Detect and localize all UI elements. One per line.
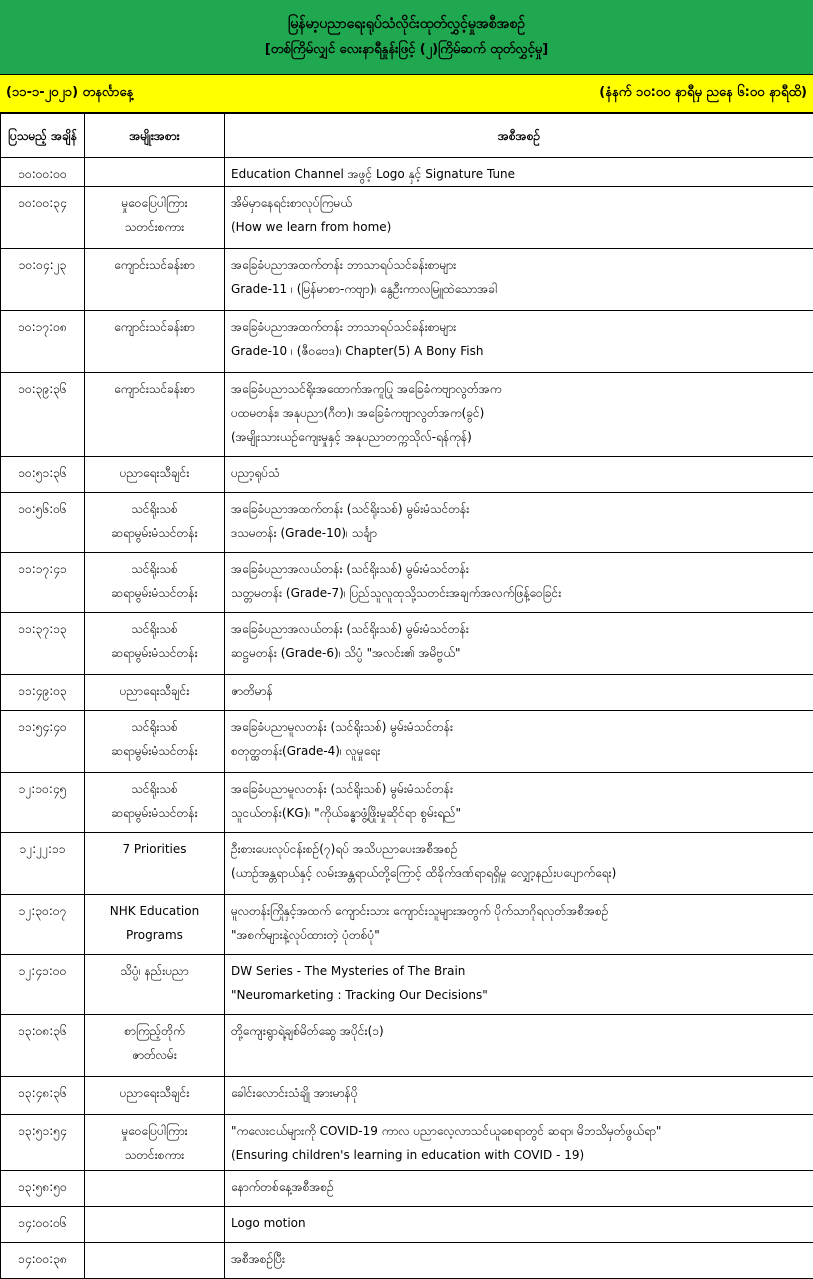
program-line: (How we learn from home) <box>231 215 807 239</box>
table-row <box>1 1171 813 1207</box>
program-line: Grade-10 ၊ (ဇီဝဗေဒ)၊ Chapter(5) A Bony Fish <box>231 339 807 363</box>
time-cell: ၁၃:၅၁:၅၄ <box>1 1115 85 1171</box>
table-row <box>1 1077 813 1115</box>
category-line: သင်ရိုးသစ် <box>87 777 222 801</box>
time-cell: ၁၁:၅၄:၄၀ <box>1 711 85 773</box>
category-line: ပညာရေးသီချင်း <box>87 1081 222 1105</box>
program-cell <box>225 1171 813 1207</box>
category-line: သင်ရိုးသစ် <box>87 617 222 641</box>
category-line: ပညာရေးသီချင်း <box>87 679 222 703</box>
category-line: 7 Priorities <box>87 837 222 861</box>
program-line: "ကလေးငယ်များကို COVID-19 ကာလ ပညာလေ့လာသင်ယူစေရာတွင် ဆရာ၊ မိဘသိမှတ်ဖွယ်ရာ" <box>231 1119 807 1143</box>
table-row <box>1 895 813 955</box>
category-cell <box>85 187 225 249</box>
table-row <box>1 553 813 613</box>
program-line: အခြေခံပညာသင်ရိုးအထောက်အကူပြု အခြေခံကဗျာလွတ်အက <box>231 377 807 401</box>
program-cell <box>225 158 813 187</box>
schedule-table <box>0 113 813 1279</box>
program-cell <box>225 1207 813 1243</box>
program-cell <box>225 613 813 675</box>
program-line: အခြေခံပညာမူလတန်း (သင်ရိုးသစ်) မွမ်းမံသင်တန်း <box>231 715 807 739</box>
table-row <box>1 311 813 373</box>
title-banner <box>0 0 813 75</box>
time-cell: ၁၂:၃၀:၀၇ <box>1 895 85 955</box>
column-header-time: ပြသမည့် အချိန် <box>1 114 85 158</box>
program-line: တို့ကျေးရွာရဲ့ချစ်မိတ်ဆွေ အပိုင်း(၁) <box>231 1019 807 1043</box>
category-line: Programs <box>87 923 222 947</box>
program-cell <box>225 955 813 1015</box>
program-line: ခေါင်းလောင်းသံချို အားမာန်ပို <box>231 1081 807 1105</box>
table-row <box>1 711 813 773</box>
program-cell <box>225 493 813 553</box>
program-cell <box>225 187 813 249</box>
broadcast-hours: (နံနက် ၁၀:၀၀ နာရီမှ ညနေ ၆:၀၀ နာရီထိ) <box>599 84 807 103</box>
table-row <box>1 1207 813 1243</box>
time-cell: ၁၁:၁၇:၄၁ <box>1 553 85 613</box>
program-cell <box>225 1077 813 1115</box>
category-line: ဆရာမွမ်းမံသင်တန်း <box>87 801 222 825</box>
program-cell <box>225 675 813 711</box>
time-cell: ၁၄:၀၀:၀၆ <box>1 1207 85 1243</box>
program-cell <box>225 553 813 613</box>
category-line: သင်ရိုးသစ် <box>87 715 222 739</box>
category-line: ကျောင်းသင်ခန်းစာ <box>87 377 222 401</box>
time-cell: ၁၂:၂၂:၁၁ <box>1 833 85 895</box>
table-row <box>1 187 813 249</box>
time-cell: ၁၁:၄၉:၀၃ <box>1 675 85 711</box>
category-cell <box>85 711 225 773</box>
category-cell <box>85 675 225 711</box>
table-row <box>1 1115 813 1171</box>
table-row <box>1 493 813 553</box>
table-row <box>1 158 813 187</box>
category-line: စာကြည့်တိုက် <box>87 1019 222 1043</box>
category-line: မှုဝေပြေပါကြား <box>87 191 222 215</box>
category-cell <box>85 553 225 613</box>
category-cell <box>85 249 225 311</box>
program-cell <box>225 373 813 457</box>
program-line: အခြေခံပညာအထက်တန်း ဘာသာရပ်သင်ခန်းစာများ <box>231 253 807 277</box>
category-cell <box>85 373 225 457</box>
time-cell: ၁၃:၀၈:၃၆ <box>1 1015 85 1077</box>
time-cell: ၁၀:၅၁:၃၆ <box>1 457 85 493</box>
program-cell <box>225 711 813 773</box>
time-cell: ၁၁:၃၇:၁၃ <box>1 613 85 675</box>
category-cell <box>85 955 225 1015</box>
program-line: နောက်တစ်နေ့အစီအစဉ် <box>231 1175 807 1199</box>
time-cell: ၁၃:၅၈:၅၀ <box>1 1171 85 1207</box>
table-row <box>1 373 813 457</box>
table-row <box>1 1015 813 1077</box>
program-line: ဇာတိမာန် <box>231 679 807 703</box>
program-line: ပထမတန်း၊ အနုပညာ(ဂီတ)၊ အခြေခံကဗျာလွတ်အက(ခွင်) <box>231 401 807 425</box>
program-cell <box>225 249 813 311</box>
program-line: သတ္တမတန်း (Grade-7)၊ ပြည်သူလူထုသို့သတင်းအချက်အလက်ဖြန့်ဝေခြင်း <box>231 581 807 605</box>
time-cell: ၁၀:၀၀:၃၄ <box>1 187 85 249</box>
category-cell <box>85 311 225 373</box>
program-line: Grade-11 ၊ (မြန်မာစာ-ကဗျာ)၊ နွေဦးကာလမြူထဲသောအခါ <box>231 277 807 301</box>
time-cell: ၁၂:၄၁:၀၀ <box>1 955 85 1015</box>
program-cell <box>225 1115 813 1171</box>
table-row <box>1 457 813 493</box>
program-cell <box>225 773 813 833</box>
category-cell <box>85 1243 225 1279</box>
time-cell: ၁၀:၃၉:၃၆ <box>1 373 85 457</box>
program-line: DW Series - The Mysteries of The Brain <box>231 959 807 983</box>
schedule-subtitle: [တစ်ကြိမ်လျှင် လေးနာရီနှုန်းဖြင့် (၂)ကြိမ်ဆက် ထုတ်လွှင့်မှု] <box>265 37 548 63</box>
time-cell: ၁၀:၁၇:၀၈ <box>1 311 85 373</box>
table-row <box>1 1243 813 1279</box>
program-line: ဒသမတန်း (Grade-10)၊ သင်္ချာ <box>231 521 807 545</box>
category-cell <box>85 773 225 833</box>
program-line: အခြေခံပညာမူလတန်း (သင်ရိုးသစ်) မွမ်းမံသင်တန်း <box>231 777 807 801</box>
table-row <box>1 955 813 1015</box>
program-line: အခြေခံပညာအထက်တန်း ဘာသာရပ်သင်ခန်းစာများ <box>231 315 807 339</box>
program-line: Education Channel အဖွင့် Logo နှင့် Signature Tune <box>231 162 807 186</box>
program-line: မူလတန်းကြိုနှင့်အထက် ကျောင်းသား ကျောင်းသူများအတွက် ပိုက်သာဂိုရလုတ်အစီအစဉ် <box>231 899 807 923</box>
category-line: မှုဝေပြေပါကြား <box>87 1119 222 1143</box>
table-row <box>1 675 813 711</box>
category-line: သိပ္ပံ၊ နည်းပညာ <box>87 959 222 983</box>
time-cell: ၁၄:၀၀:၃၈ <box>1 1243 85 1279</box>
column-header-category: အမျိုးအစား <box>85 114 225 158</box>
category-cell <box>85 457 225 493</box>
category-cell <box>85 1077 225 1115</box>
category-line: ဆရာမွမ်းမံသင်တန်း <box>87 521 222 545</box>
category-line: ဇာတ်လမ်း <box>87 1043 222 1067</box>
program-line: အိမ်မှာနေရင်းစာလုပ်ကြမယ် <box>231 191 807 215</box>
table-row <box>1 833 813 895</box>
date-bar <box>0 75 813 113</box>
category-line: သင်ရိုးသစ် <box>87 497 222 521</box>
time-cell: ၁၀:၅၆:၀၆ <box>1 493 85 553</box>
category-line: သတင်းစကား <box>87 1143 222 1167</box>
category-line: ဆရာမွမ်းမံသင်တန်း <box>87 641 222 665</box>
category-line: ဆရာမွမ်းမံသင်တန်း <box>87 739 222 763</box>
time-cell: ၁၀:၀၀:၀၀ <box>1 158 85 187</box>
table-row <box>1 249 813 311</box>
category-cell <box>85 158 225 187</box>
time-cell: ၁၀:၀၄:၂၃ <box>1 249 85 311</box>
category-cell <box>85 1115 225 1171</box>
program-line: အစီအစဉ်ပြီး <box>231 1247 807 1271</box>
program-line: ဆဋ္ဌမတန်း (Grade-6)၊ သိပ္ပံ "အလင်း၏ အမိဗ္ဗယ်" <box>231 641 807 665</box>
table-row <box>1 773 813 833</box>
broadcast-date: (၁၁-၁-၂၀၂၁) တနင်္လာနေ့ <box>6 84 133 103</box>
category-line: သင်ရိုးသစ် <box>87 557 222 581</box>
schedule-rows <box>1 158 813 1279</box>
category-line: ဆရာမွမ်းမံသင်တန်း <box>87 581 222 605</box>
program-line: Logo motion <box>231 1211 807 1235</box>
program-line: (ယာဉ်အန္တရာယ်နှင့် လမ်းအန္တရာယ်တို့ကြောင့် ထိခိုက်ဒဏ်ရာရရှိမှု လျှော့နည်းပပျောက်ရေး) <box>231 861 807 885</box>
program-cell <box>225 1243 813 1279</box>
program-cell <box>225 311 813 373</box>
column-header-program: အစီအစဉ် <box>225 114 813 158</box>
category-line: ပညာရေးသီချင်း <box>87 461 222 485</box>
category-line: NHK Education <box>87 899 222 923</box>
program-line: ဦးစားပေးလုပ်ငန်းစဉ်(၇)ရပ် အသိပညာပေးအစီအစဉ် <box>231 837 807 861</box>
category-line: ကျောင်းသင်ခန်းစာ <box>87 315 222 339</box>
time-cell: ၁၃:၄၈:၃၆ <box>1 1077 85 1115</box>
table-row <box>1 613 813 675</box>
program-line: "အစက်များနဲ့လုပ်ထားတဲ့ ပုံတစ်ပုံ" <box>231 923 807 947</box>
program-cell <box>225 457 813 493</box>
time-cell: ၁၂:၁၀:၄၅ <box>1 773 85 833</box>
table-header-row <box>1 114 813 158</box>
program-line: အခြေခံပညာအလယ်တန်း (သင်ရိုးသစ်) မွမ်းမံသင်တန်း <box>231 617 807 641</box>
program-line: "Neuromarketing : Tracking Our Decisions" <box>231 983 807 1007</box>
category-cell <box>85 895 225 955</box>
program-cell <box>225 833 813 895</box>
program-line: (Ensuring children's learning in education with COVID - 19) <box>231 1143 807 1167</box>
program-line: ပညာ့ရုပ်သံ <box>231 461 807 485</box>
category-cell <box>85 493 225 553</box>
category-line: ကျောင်းသင်ခန်းစာ <box>87 253 222 277</box>
program-line: စတုတ္ထတန်း(Grade-4)၊ လူမှုရေး <box>231 739 807 763</box>
category-cell <box>85 833 225 895</box>
category-cell <box>85 1171 225 1207</box>
program-line: အခြေခံပညာအလယ်တန်း (သင်ရိုးသစ်) မွမ်းမံသင်တန်း <box>231 557 807 581</box>
category-cell <box>85 1015 225 1077</box>
program-cell <box>225 1015 813 1077</box>
category-cell <box>85 1207 225 1243</box>
program-line: အခြေခံပညာအထက်တန်း (သင်ရိုးသစ်) မွမ်းမံသင်တန်း <box>231 497 807 521</box>
category-line: သတင်းစကား <box>87 215 222 239</box>
program-line: (အမျိုးသားယဉ်ကျေးမှုနှင့် အနုပညာတက္ကသိုလ်-ရန်ကုန်) <box>231 425 807 449</box>
schedule-title: မြန်မာ့ပညာရေးရုပ်သံလိုင်းထုတ်လွှင့်မှုအစီအစဉ် <box>288 11 525 37</box>
program-line: သူငယ်တန်း(KG)၊ "ကိုယ်ခန္ဓာဖွံ့ဖြိုးမှုဆိုင်ရာ စွမ်းရည်" <box>231 801 807 825</box>
category-cell <box>85 613 225 675</box>
program-cell <box>225 895 813 955</box>
